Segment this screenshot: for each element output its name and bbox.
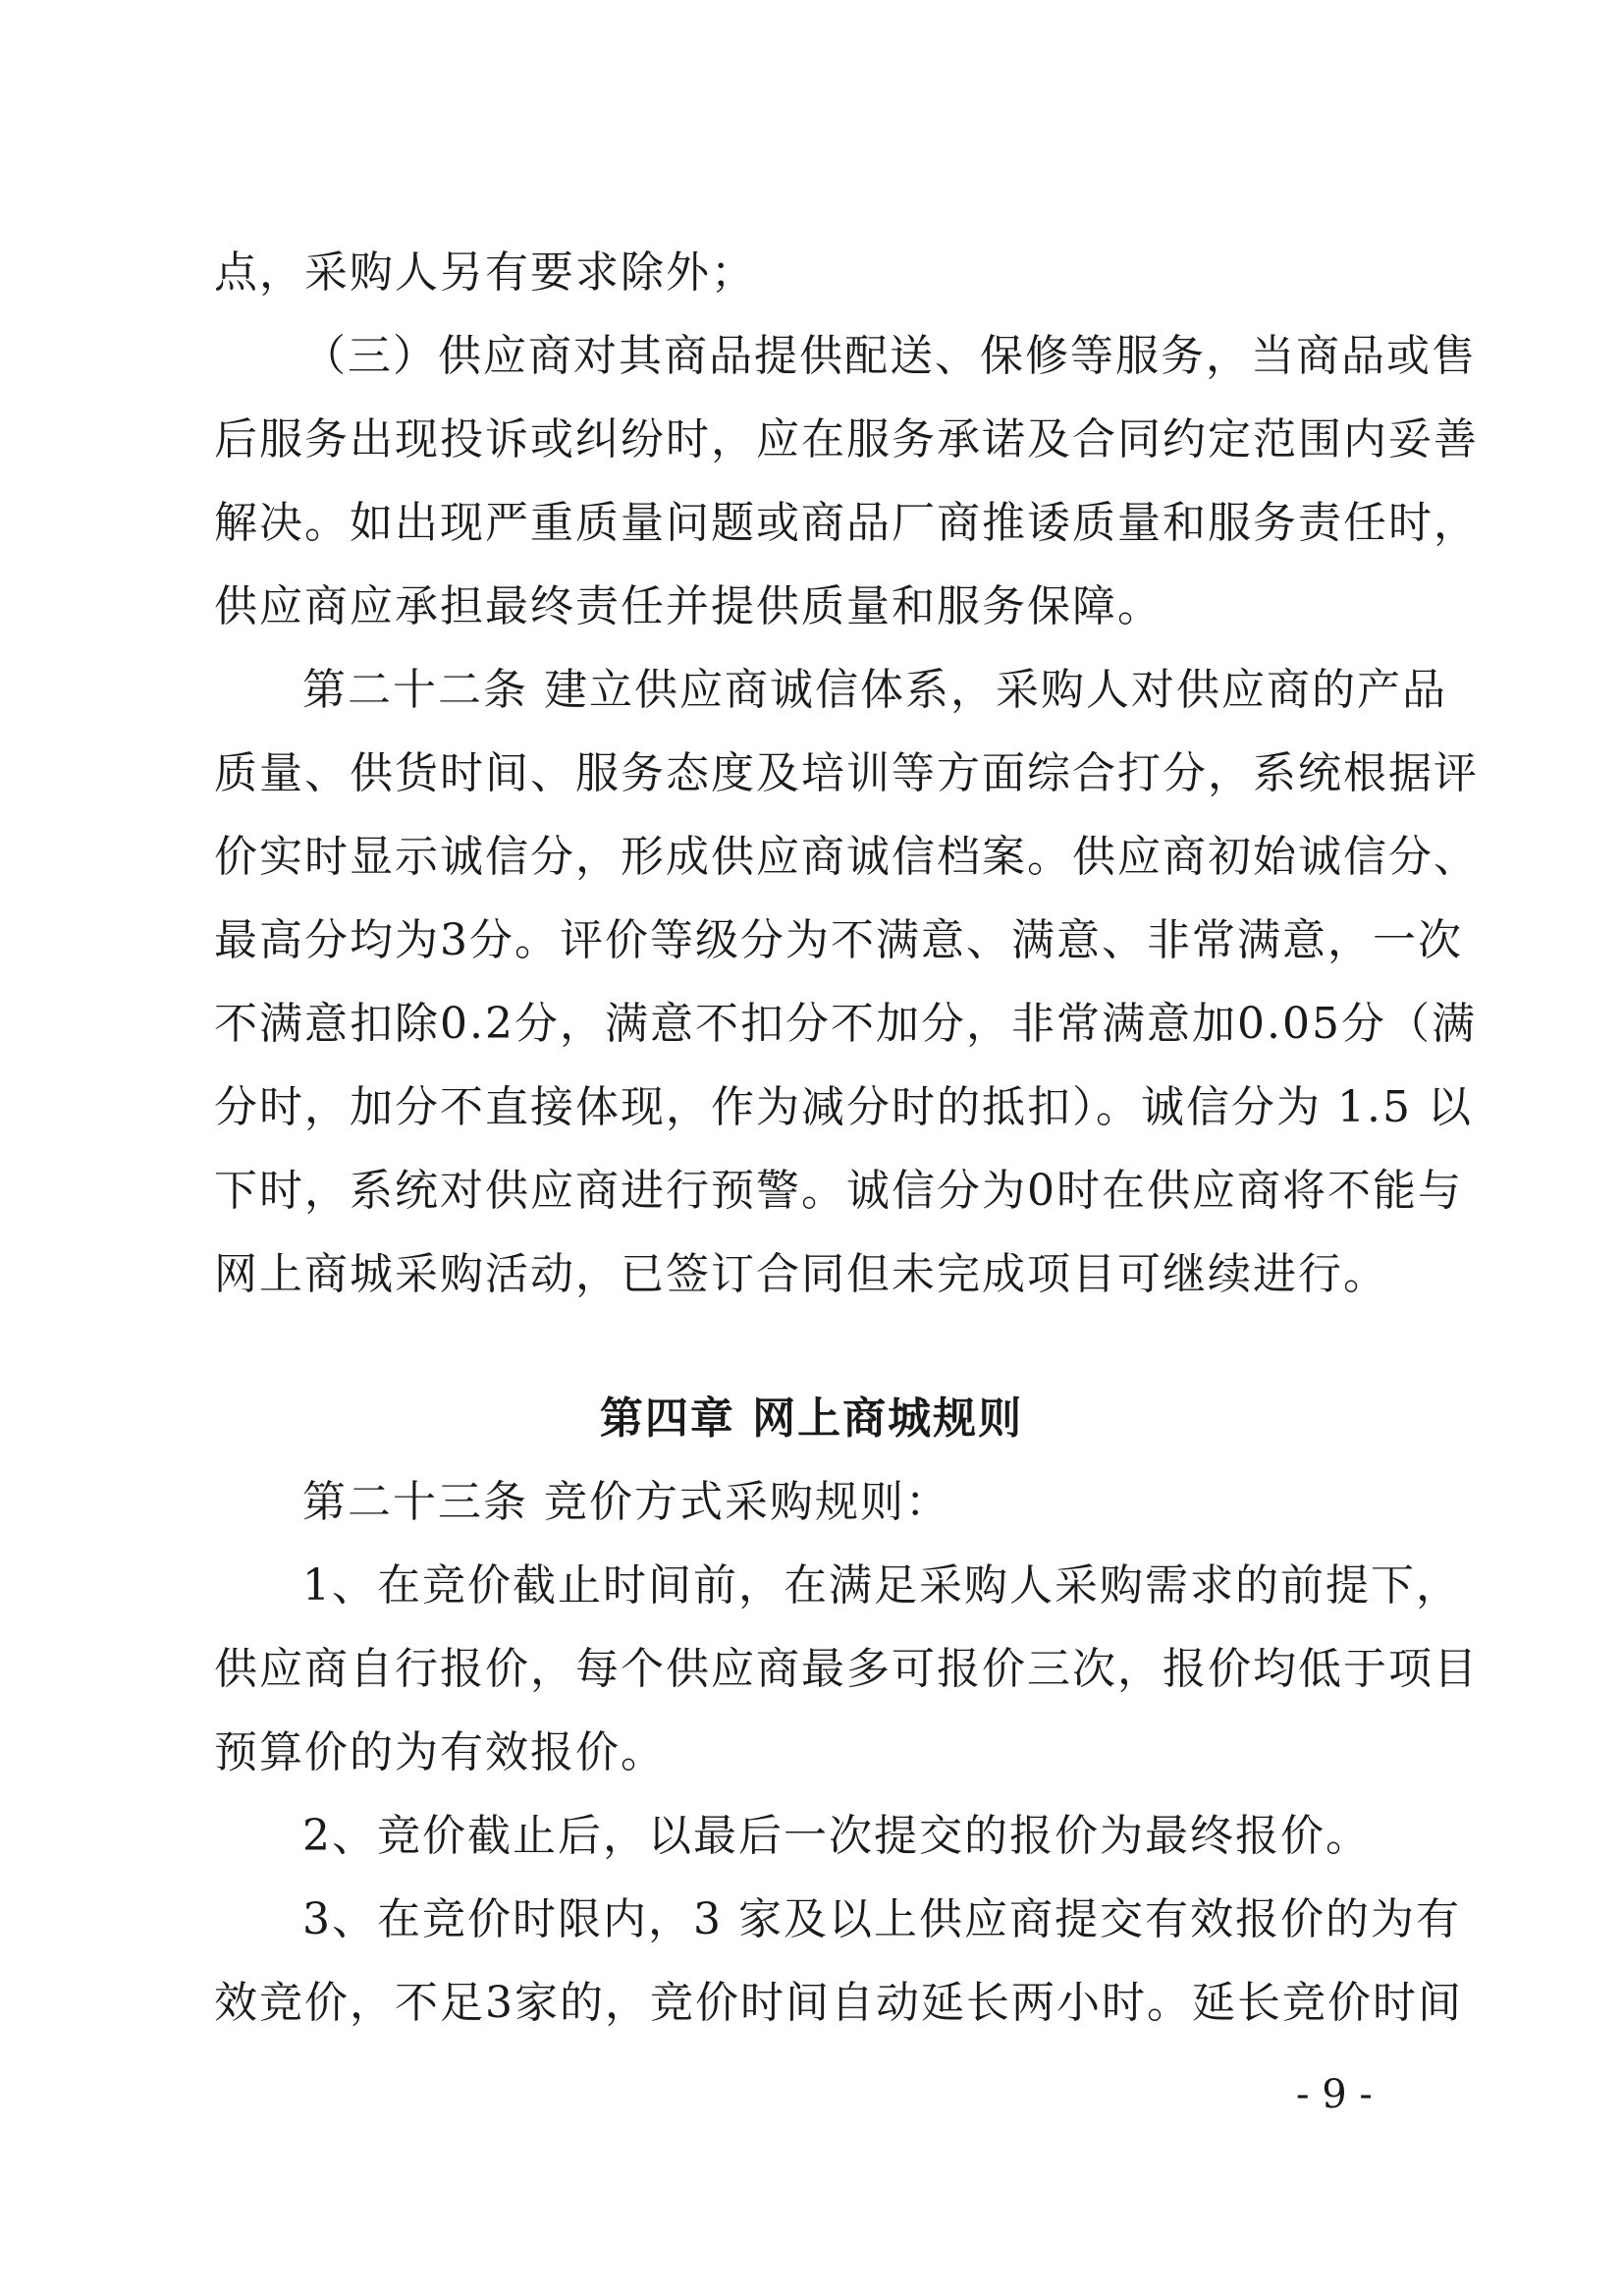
text-line-1: 点，采购人另有要求除外；: [214, 247, 756, 298]
chapter-heading: 第四章 网上商城规则: [599, 1394, 1024, 1444]
text-line-20: 效竞价，不足3家的，竞价时间自动延长两小时。延长竞价时间: [214, 1978, 1463, 2028]
text-line-8: 价实时显示诚信分，形成供应商诚信档案。供应商初始诚信分、: [214, 832, 1479, 882]
text-line-2: （三）供应商对其商品提供配送、保修等服务，当商品或售: [302, 331, 1477, 381]
text-line-9: 最高分均为3分。评价等级分为不满意、满意、非常满意，一次: [214, 915, 1463, 965]
text-line-10: 不满意扣除0.2分，满意不扣分不加分，非常满意加0.05分（满: [214, 999, 1477, 1049]
text-line-13: 网上商城采购活动，已签订合同但未完成项目可继续进行。: [214, 1249, 1388, 1299]
text-line-7: 质量、供货时间、服务态度及培训等方面综合打分，系统根据评: [214, 748, 1479, 798]
text-line-12: 下时，系统对供应商进行预警。诚信分为0时在供应商将不能与: [214, 1166, 1463, 1216]
text-line-6: 第二十二条 建立供应商诚信体系，采购人对供应商的产品: [302, 665, 1447, 715]
text-line-5: 供应商应承担最终责任并提供质量和服务保障。: [214, 581, 1163, 631]
text-line-15: 1、在竞价截止时间前，在满足采购人采购需求的前提下，: [302, 1560, 1461, 1611]
page-number: - 9 -: [1296, 2072, 1373, 2117]
text-line-19: 3、在竞价时限内，3 家及以上供应商提交有效报价的为有: [302, 1894, 1461, 1944]
text-line-4: 解决。如出现严重质量问题或商品厂商推诿质量和服务责任时，: [214, 498, 1479, 548]
text-line-16: 供应商自行报价，每个供应商最多可报价三次，报价均低于项目: [214, 1644, 1479, 1694]
text-line-3: 后服务出现投诉或纠纷时，应在服务承诺及合同约定范围内妥善: [214, 414, 1479, 465]
text-line-17: 预算价的为有效报价。: [214, 1727, 666, 1777]
text-line-18: 2、竞价截止后，以最后一次提交的报价为最终报价。: [302, 1811, 1371, 1861]
text-line-14: 第二十三条 竞价方式采购规则：: [302, 1477, 950, 1527]
text-line-11: 分时，加分不直接体现，作为减分时的抵扣）。诚信分为 1.5 以: [214, 1082, 1473, 1132]
